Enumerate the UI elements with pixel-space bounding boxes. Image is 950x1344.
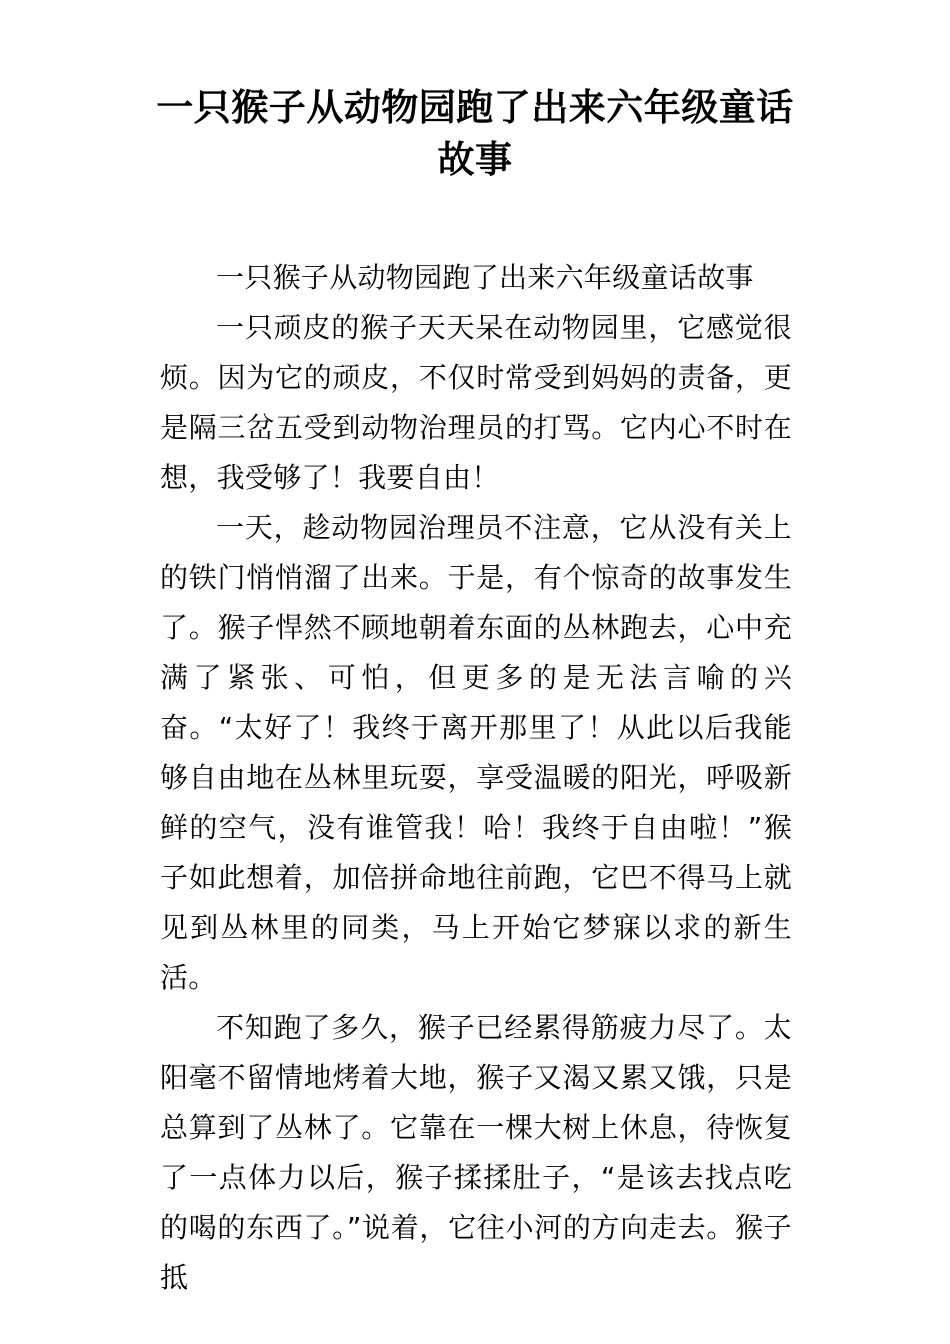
- paragraph: 一天，趁动物园治理员不注意，它从没有关上的铁门悄悄溜了出来。于是，有个惊奇的故事发生了。猴子悍然不顾地朝着东面的丛林跑去，心中充满了紧张、可怕，但更多的是无法言喻的兴奋。“太好了！我终于离开那里了！从此以后我能够自由地在丛林里玩耍，享受温暖的阳光，呼吸新鲜的空气，没有谁管我！哈！我终于自由啦！”猴子如此想着，加倍拼命地往前跑，它巴不得马上就见到丛林里的同类，马上开始它梦寐以求的新生活。: [160, 511, 792, 994]
- document-body: [160, 253, 792, 1303]
- document-title: 一只猴子从动物园跑了出来六年级童话故事: [156, 86, 794, 181]
- paragraph-heading: 一只猴子从动物园跑了出来六年级童话故事: [216, 261, 754, 294]
- paragraph: 不知跑了多久，猴子已经累得筋疲力尽了。太阳毫不留情地烤着大地，猴子又渴又累又饿，只是总算到了丛林了。它靠在一棵大树上休息，待恢复了一点体力以后，猴子揉揉肚子，“是该去找点吃的喝的东西了。”说着，它往小河的方向走去。猴子抵: [160, 1011, 792, 1294]
- paragraph: 一只顽皮的猴子天天呆在动物园里，它感觉很烦。因为它的顽皮，不仅时常受到妈妈的责备，更是隔三岔五受到动物治理员的打骂。它内心不时在想，我受够了！我要自由！: [160, 311, 792, 494]
